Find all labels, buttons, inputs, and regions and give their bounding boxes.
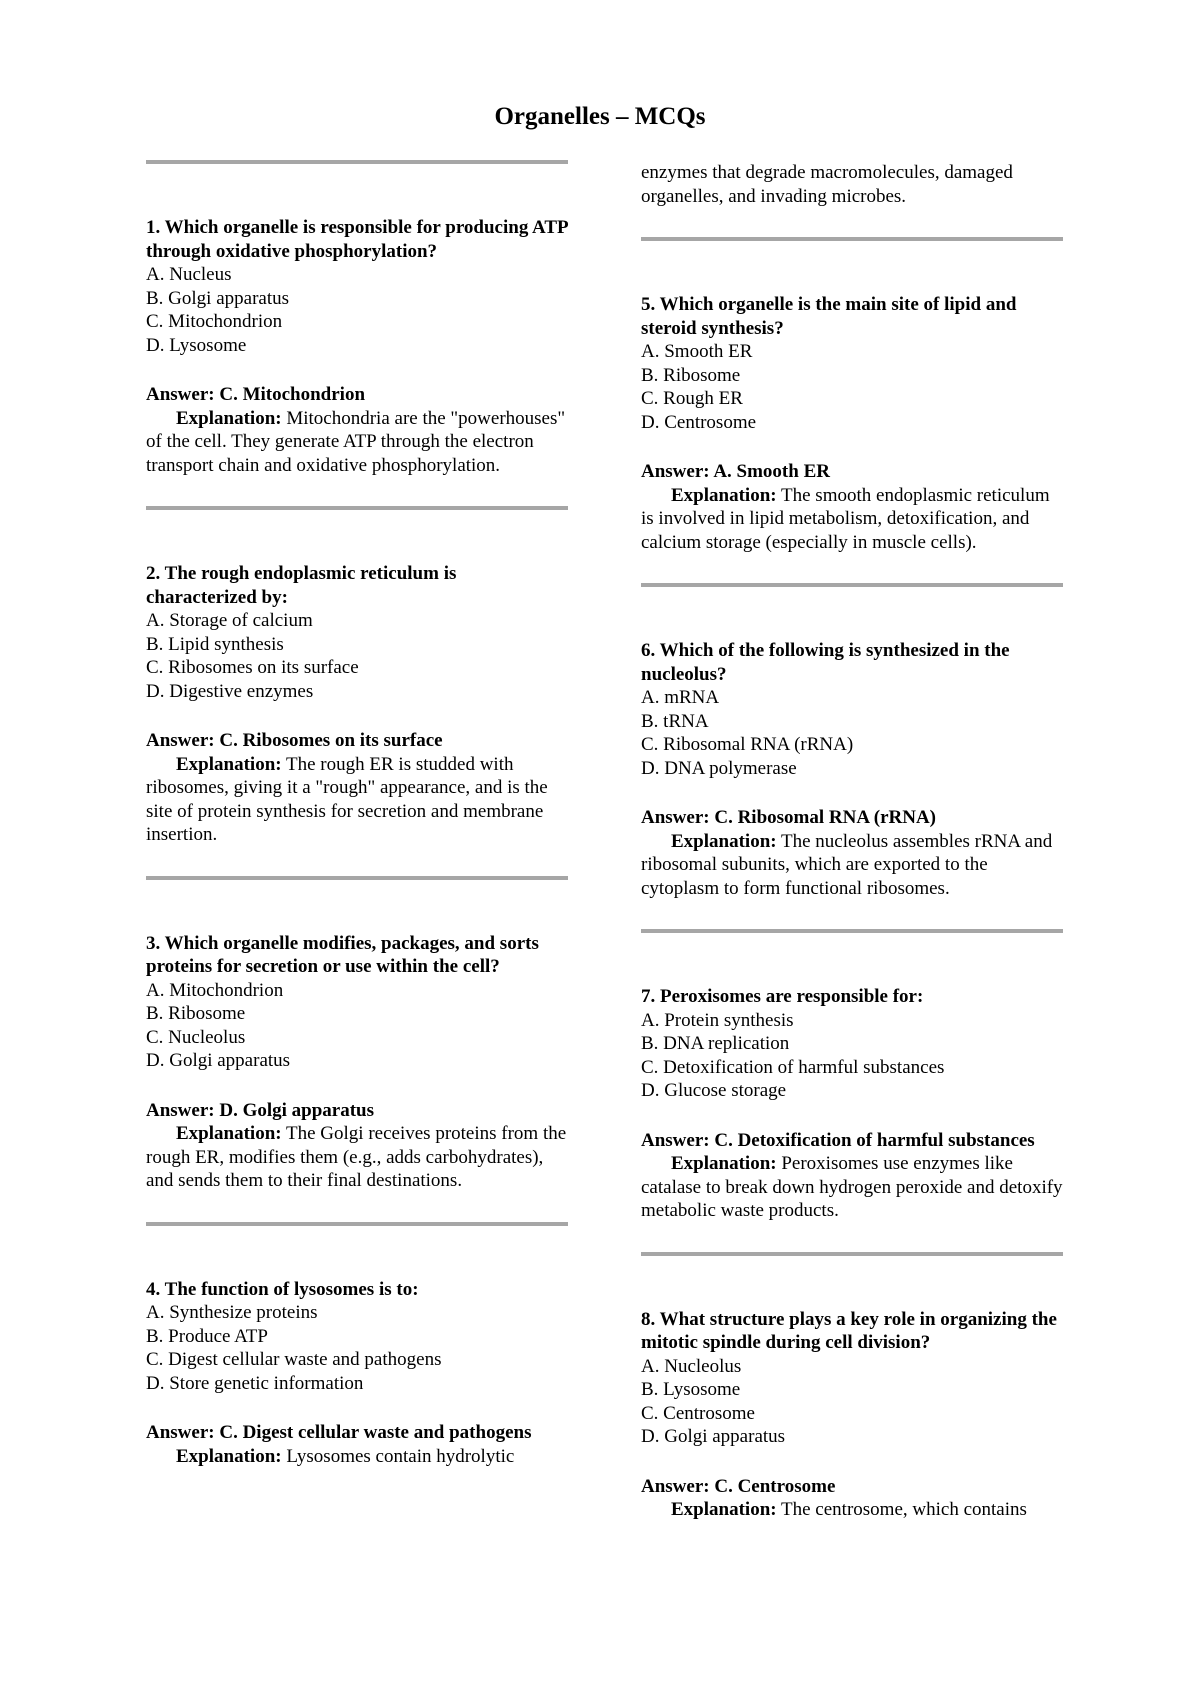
- option-item: C. Ribosomes on its surface: [146, 657, 359, 678]
- option-item: A. mRNA: [641, 687, 720, 708]
- option-item: A. Mitochondrion: [146, 979, 284, 1001]
- option-item: D. Store genetic information: [146, 1372, 364, 1394]
- answer-line: [641, 806, 1063, 830]
- explanation-text: The nucleolus assembles rRNA and ribosomal subunits, which are exported to the cytoplasm to form functional ribosomes.: [641, 830, 1053, 899]
- answer-text: D. Golgi apparatus: [219, 1099, 375, 1121]
- answer-line: [146, 1421, 568, 1445]
- mcq-item: [146, 932, 568, 1193]
- option-item: A. Smooth ER: [641, 341, 753, 362]
- answer-line: [641, 1475, 1063, 1499]
- option-item: A. Storage of calcium: [146, 610, 313, 631]
- answer-prefix: Answer:: [146, 1099, 220, 1121]
- explanation: [641, 1152, 1063, 1223]
- answer-line: [641, 1129, 1063, 1153]
- answer-line: [146, 1099, 568, 1123]
- explanation: [146, 1122, 568, 1193]
- option-item: A. Synthesize proteins: [146, 1302, 318, 1323]
- mcq-item: [146, 216, 568, 477]
- option-item: C. Ribosomal RNA (rRNA): [641, 734, 854, 755]
- option-item: C. Detoxification of harmful substances: [641, 1056, 945, 1078]
- explanation-label: Explanation:: [671, 830, 777, 852]
- explanation-label: Explanation:: [176, 1123, 282, 1144]
- option-item: C. Mitochondrion: [146, 311, 283, 332]
- explanation-label: Explanation:: [176, 407, 282, 429]
- divider: [146, 160, 568, 164]
- option-item: D. Glucose storage: [641, 1080, 787, 1101]
- options-list: [641, 1355, 1063, 1449]
- answer-text: C. Detoxification of harmful substances: [714, 1129, 1035, 1151]
- option-item: B. Ribosome: [146, 1003, 246, 1024]
- option-item: A. Nucleolus: [641, 1355, 742, 1377]
- options-list: [641, 686, 1063, 780]
- right-column: [641, 161, 1063, 1522]
- explanation: [146, 407, 568, 478]
- option-item: B. Produce ATP: [146, 1325, 268, 1347]
- answer-line: [641, 460, 1063, 484]
- answer-prefix: Answer:: [146, 1422, 220, 1443]
- option-item: A. Protein synthesis: [641, 1009, 794, 1031]
- divider: [146, 506, 568, 510]
- page-title: Organelles – MCQs: [494, 103, 706, 130]
- option-item: D. Centrosome: [641, 411, 757, 433]
- divider: [641, 583, 1063, 587]
- divider: [146, 1222, 568, 1226]
- option-item: D. DNA polymerase: [641, 757, 797, 779]
- answer-text: C. Mitochondrion: [219, 384, 366, 405]
- divider: [641, 237, 1063, 241]
- option-item: B. DNA replication: [641, 1033, 790, 1054]
- answer-text: C. Digest cellular waste and pathogens: [219, 1422, 532, 1443]
- mcq-item: [641, 293, 1063, 554]
- explanation: [641, 1498, 1063, 1522]
- answer-prefix: Answer:: [641, 807, 715, 828]
- option-item: C. Digest cellular waste and pathogens: [146, 1349, 442, 1370]
- explanation-label: Explanation:: [671, 1499, 777, 1520]
- answer-text: C. Centrosome: [714, 1475, 836, 1497]
- option-item: D. Golgi apparatus: [641, 1426, 786, 1447]
- answer-line: [146, 729, 568, 753]
- question-text: 8. What structure plays a key role in organizing the mitotic spindle during cell division?: [641, 1308, 1057, 1353]
- explanation: [641, 830, 1063, 901]
- mcq-item: [146, 1278, 568, 1469]
- explanation-text: Peroxisomes use enzymes like catalase to break down hydrogen peroxide and detoxify metabolic waste products.: [641, 1153, 1063, 1221]
- options-list: [641, 340, 1063, 434]
- answer-prefix: Answer:: [146, 384, 220, 405]
- explanation-text: The rough ER is studded with ribosomes, giving it a "rough" appearance, and is the site of protein synthesis for secretion and membrane insertion.: [146, 753, 548, 845]
- option-item: D. Digestive enzymes: [146, 680, 314, 702]
- answer-prefix: Answer:: [146, 730, 220, 751]
- mcq-item: [641, 985, 1063, 1223]
- mcq-item: [641, 1308, 1063, 1522]
- options-list: [146, 263, 568, 357]
- answer-text: A. Smooth ER: [713, 461, 830, 482]
- explanation-label: Explanation:: [671, 1153, 777, 1174]
- options-list: [146, 1301, 568, 1395]
- answer-prefix: Answer:: [641, 1475, 715, 1497]
- question-text: 2. The rough endoplasmic reticulum is characterized by:: [146, 563, 457, 608]
- option-item: B. Lysosome: [641, 1379, 741, 1400]
- option-item: B. Golgi apparatus: [146, 287, 290, 309]
- explanation-text: Lysosomes contain hydrolytic: [286, 1445, 515, 1467]
- answer-text: C. Ribosomal RNA (rRNA): [714, 807, 937, 828]
- mcq-item: [146, 562, 568, 847]
- continued-explanation: enzymes that degrade macromolecules, damaged organelles, and invading microbes.: [641, 162, 1013, 207]
- explanation: [146, 753, 568, 847]
- divider: [641, 1252, 1063, 1256]
- option-item: D. Lysosome: [146, 334, 247, 356]
- answer-line: [146, 383, 568, 407]
- option-item: B. Lipid synthesis: [146, 633, 284, 655]
- option-item: D. Golgi apparatus: [146, 1050, 291, 1071]
- option-item: C. Rough ER: [641, 388, 743, 409]
- explanation-text: The Golgi receives proteins from the rough ER, modifies them (e.g., adds carbohydrates), and sends them to their final destinations.: [146, 1123, 567, 1191]
- explanation-label: Explanation:: [176, 753, 282, 775]
- question-text: 3. Which organelle modifies, packages, and sorts proteins for secretion or use within the cell?: [146, 932, 539, 977]
- answer-text: C. Ribosomes on its surface: [219, 730, 443, 751]
- option-item: A. Nucleus: [146, 264, 232, 285]
- question-text: 5. Which organelle is the main site of lipid and steroid synthesis?: [641, 294, 1017, 339]
- mcq-item: [641, 639, 1063, 900]
- divider: [641, 929, 1063, 933]
- explanation: [146, 1445, 568, 1469]
- options-list: [146, 609, 568, 703]
- question-text: 7. Peroxisomes are responsible for:: [641, 986, 924, 1007]
- explanation-text: Mitochondria are the "powerhouses" of the cell. They generate ATP through the electron transport chain and oxidative phosphorylation.: [146, 407, 566, 476]
- option-item: C. Nucleolus: [146, 1026, 246, 1048]
- explanation: [641, 484, 1063, 555]
- options-list: [146, 979, 568, 1073]
- explanation-label: Explanation:: [176, 1445, 282, 1467]
- option-item: C. Centrosome: [641, 1402, 755, 1424]
- explanation-text: The smooth endoplasmic reticulum is involved in lipid metabolism, detoxification, and calcium storage (especially in muscle cells).: [641, 484, 1050, 553]
- question-text: 6. Which of the following is synthesized in the nucleolus?: [641, 640, 1010, 685]
- option-item: B. Ribosome: [641, 364, 741, 386]
- option-item: B. tRNA: [641, 710, 709, 732]
- explanation-text: The centrosome, which contains: [781, 1499, 1027, 1520]
- answer-prefix: Answer:: [641, 461, 714, 482]
- explanation-label: Explanation:: [671, 484, 777, 506]
- options-list: [641, 1009, 1063, 1103]
- answer-prefix: Answer:: [641, 1129, 715, 1151]
- question-text: 4. The function of lysosomes is to:: [146, 1278, 419, 1300]
- left-column: [146, 160, 568, 1468]
- question-text: 1. Which organelle is responsible for producing ATP through oxidative phosphorylation?: [146, 217, 568, 262]
- divider: [146, 876, 568, 880]
